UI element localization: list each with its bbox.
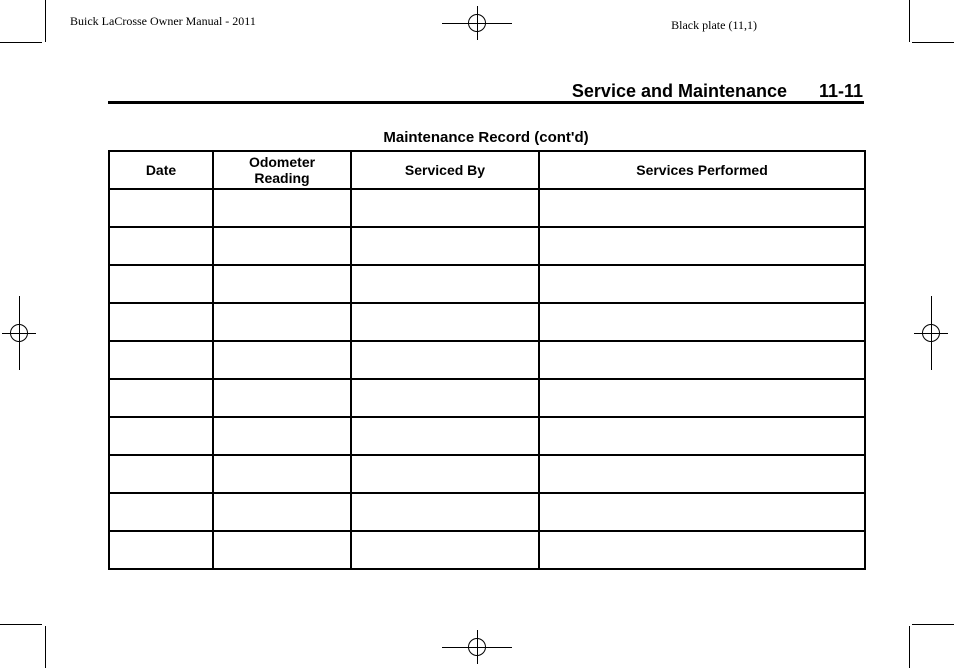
serviced-by-cell [351, 493, 539, 531]
services-performed-cell [539, 303, 865, 341]
odometer-cell [213, 455, 351, 493]
crop-mark [909, 626, 910, 668]
services-performed-cell [539, 189, 865, 227]
date-cell [109, 265, 213, 303]
odometer-cell [213, 379, 351, 417]
table-row [109, 455, 865, 493]
crop-mark [0, 42, 42, 43]
table-row [109, 341, 865, 379]
maintenance-record-table [108, 150, 866, 570]
page-number: 11-11 [818, 81, 863, 101]
registration-mark-icon [460, 630, 494, 664]
crop-mark [912, 624, 954, 625]
header-rule [108, 101, 864, 104]
print-slug-left: Buick LaCrosse Owner Manual - 2011 [70, 14, 256, 28]
serviced-by-cell [351, 417, 539, 455]
date-cell [109, 189, 213, 227]
registration-mark-icon [460, 6, 494, 40]
date-cell [109, 341, 213, 379]
crop-mark [0, 624, 42, 625]
column-header-date: Date [109, 151, 213, 189]
services-performed-cell [539, 341, 865, 379]
services-performed-cell [539, 531, 865, 569]
date-cell [109, 417, 213, 455]
table-row [109, 531, 865, 569]
registration-mark-icon [2, 316, 36, 350]
table-row [109, 379, 865, 417]
odometer-cell [213, 341, 351, 379]
section-title: Service and Maintenance [571, 81, 787, 101]
date-cell [109, 379, 213, 417]
table-title: Maintenance Record (cont'd) [383, 129, 589, 146]
serviced-by-cell [351, 265, 539, 303]
crop-mark [912, 42, 954, 43]
odometer-cell [213, 417, 351, 455]
odometer-cell [213, 493, 351, 531]
services-performed-cell [539, 493, 865, 531]
serviced-by-cell [351, 379, 539, 417]
date-cell [109, 531, 213, 569]
date-cell [109, 303, 213, 341]
odometer-cell [213, 303, 351, 341]
odometer-cell [213, 531, 351, 569]
table-row [109, 493, 865, 531]
column-header-odometer-reading: Odometer Reading [213, 151, 351, 189]
table-row [109, 227, 865, 265]
serviced-by-cell [351, 303, 539, 341]
services-performed-cell [539, 417, 865, 455]
serviced-by-cell [351, 341, 539, 379]
crop-mark [909, 0, 910, 42]
crop-mark [45, 0, 46, 42]
odometer-cell [213, 227, 351, 265]
odometer-cell [213, 189, 351, 227]
date-cell [109, 455, 213, 493]
odometer-cell [213, 265, 351, 303]
services-performed-cell [539, 379, 865, 417]
registration-mark-icon [914, 316, 948, 350]
serviced-by-cell [351, 455, 539, 493]
services-performed-cell [539, 455, 865, 493]
crop-mark [45, 626, 46, 668]
table-header-row [109, 151, 865, 189]
table-row [109, 265, 865, 303]
services-performed-cell [539, 227, 865, 265]
print-slug-right: Black plate (11,1) [671, 18, 757, 32]
table-row [109, 189, 865, 227]
column-header-serviced-by: Serviced By [351, 151, 539, 189]
column-header-services-performed: Services Performed [539, 151, 865, 189]
serviced-by-cell [351, 189, 539, 227]
serviced-by-cell [351, 531, 539, 569]
table-row [109, 417, 865, 455]
table-row [109, 303, 865, 341]
date-cell [109, 493, 213, 531]
date-cell [109, 227, 213, 265]
serviced-by-cell [351, 227, 539, 265]
services-performed-cell [539, 265, 865, 303]
